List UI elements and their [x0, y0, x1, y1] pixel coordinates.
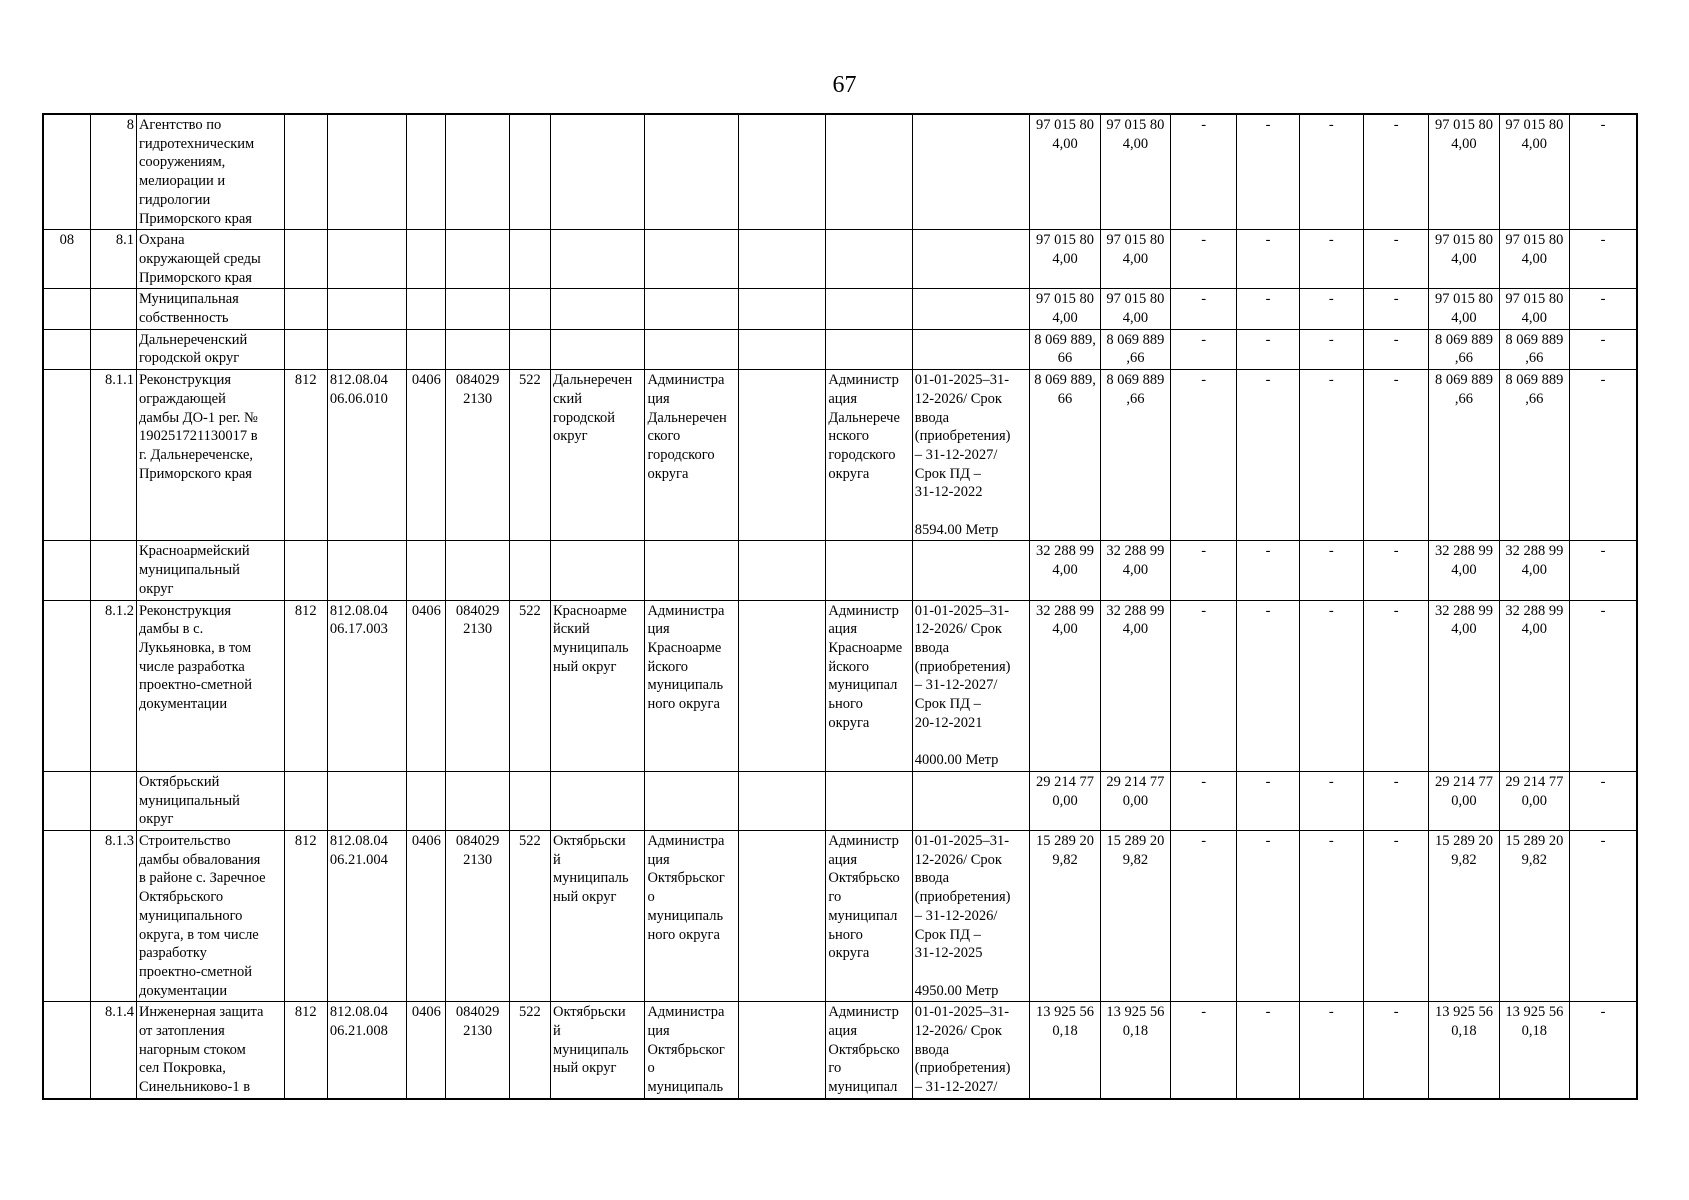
- cell-total-amount: 97 015 80 4,00: [1030, 289, 1100, 329]
- cell-year-amount: 15 289 20 9,82: [1429, 831, 1499, 1002]
- cell-grbs-code: 812: [284, 370, 327, 541]
- cell-section-code: [43, 831, 90, 1002]
- cell-target-article: [446, 771, 509, 830]
- cell-empty-column: [738, 329, 825, 369]
- cell-item-number: [90, 289, 136, 329]
- cell-target-article: 084029 2130: [446, 600, 509, 771]
- cell-remark: -: [1570, 831, 1638, 1002]
- cell-other-amount-3: -: [1364, 230, 1429, 289]
- cell-expense-type: [509, 230, 550, 289]
- cell-regional-amount: 97 015 80 4,00: [1100, 114, 1170, 230]
- cell-item-name: Инженерная защита от затопления нагорным стоком сел Покровка, Синельниково-1 в: [136, 1002, 284, 1099]
- cell-year-amount: 97 015 80 4,00: [1429, 230, 1499, 289]
- cell-remark: -: [1570, 289, 1638, 329]
- cell-other-amount-2: -: [1299, 329, 1363, 369]
- cell-empty-column: [738, 114, 825, 230]
- cell-regional-amount: 32 288 99 4,00: [1100, 541, 1170, 600]
- cell-customer: Администра ция Красноарме йского муниципаль ного округа: [645, 600, 738, 771]
- cell-item-number: 8: [90, 114, 136, 230]
- cell-year-regional-amount: 29 214 77 0,00: [1499, 771, 1569, 830]
- cell-total-amount: 97 015 80 4,00: [1030, 230, 1100, 289]
- cell-remark: -: [1570, 541, 1638, 600]
- cell-target-article: [446, 289, 509, 329]
- cell-other-amount-3: -: [1364, 831, 1429, 1002]
- cell-target-article: 084029 2130: [446, 831, 509, 1002]
- cell-other-amount-3: -: [1364, 370, 1429, 541]
- cell-expense-type: 522: [509, 600, 550, 771]
- cell-developer: [826, 541, 912, 600]
- cell-total-amount: 97 015 80 4,00: [1030, 114, 1100, 230]
- cell-total-amount: 8 069 889, 66: [1030, 329, 1100, 369]
- table-row: [43, 230, 1637, 289]
- cell-item-number: [90, 329, 136, 369]
- cell-year-amount: 32 288 99 4,00: [1429, 541, 1499, 600]
- cell-municipality: [550, 289, 644, 329]
- cell-expense-type: 522: [509, 370, 550, 541]
- cell-year-regional-amount: 8 069 889 ,66: [1499, 329, 1569, 369]
- cell-developer: [826, 114, 912, 230]
- cell-item-name: Дальнереченский городской округ: [136, 329, 284, 369]
- cell-section-code: [43, 1002, 90, 1099]
- cell-terms-and-capacity: [912, 289, 1030, 329]
- cell-regional-amount: 29 214 77 0,00: [1100, 771, 1170, 830]
- cell-item-number: 8.1.2: [90, 600, 136, 771]
- cell-expense-type: [509, 289, 550, 329]
- cell-other-amount-1: -: [1237, 289, 1299, 329]
- cell-section-code: [43, 329, 90, 369]
- cell-object-code: 812.08.04 06.21.004: [327, 831, 406, 1002]
- cell-other-amount-2: -: [1299, 1002, 1363, 1099]
- cell-object-code: [327, 329, 406, 369]
- cell-terms-and-capacity: 01-01-2025–31- 12-2026/ Срок ввода (приобретения) – 31-12-2027/: [912, 1002, 1030, 1099]
- cell-municipality: Красноарме йский муниципаль ный округ: [550, 600, 644, 771]
- cell-target-article: [446, 114, 509, 230]
- cell-expense-type: [509, 329, 550, 369]
- cell-item-number: 8.1.1: [90, 370, 136, 541]
- cell-customer: Администра ция Октябрьског о муниципаль ного округа: [645, 831, 738, 1002]
- cell-other-amount-1: -: [1237, 771, 1299, 830]
- cell-item-number: 8.1: [90, 230, 136, 289]
- cell-terms-and-capacity: 01-01-2025–31- 12-2026/ Срок ввода (приобретения) – 31-12-2027/ Срок ПД – 20-12-2021 4000.00 Метр: [912, 600, 1030, 771]
- cell-grbs-code: 812: [284, 831, 327, 1002]
- cell-developer: [826, 230, 912, 289]
- cell-grbs-code: [284, 541, 327, 600]
- cell-year-amount: 97 015 80 4,00: [1429, 114, 1499, 230]
- cell-other-amount-3: -: [1364, 771, 1429, 830]
- table-row: [43, 329, 1637, 369]
- cell-other-amount-3: -: [1364, 289, 1429, 329]
- cell-item-name: Реконструкция дамбы в с. Лукьяновка, в том числе разработка проектно-сметной документации: [136, 600, 284, 771]
- cell-other-amount-3: -: [1364, 114, 1429, 230]
- cell-grbs-code: [284, 289, 327, 329]
- cell-item-name: Реконструкция ограждающей дамбы ДО-1 рег. № 190251721130017 в г. Дальнереченске, Приморского края: [136, 370, 284, 541]
- cell-year-amount: 29 214 77 0,00: [1429, 771, 1499, 830]
- cell-section-code: [43, 771, 90, 830]
- cell-object-code: [327, 541, 406, 600]
- cell-other-amount-2: -: [1299, 230, 1363, 289]
- cell-year-amount: 13 925 56 0,18: [1429, 1002, 1499, 1099]
- cell-municipality: [550, 329, 644, 369]
- cell-section-code: [43, 289, 90, 329]
- cell-item-number: 8.1.4: [90, 1002, 136, 1099]
- cell-customer: [645, 289, 738, 329]
- cell-customer: Администра ция Октябрьског о муниципаль: [645, 1002, 738, 1099]
- cell-total-amount: 32 288 99 4,00: [1030, 600, 1100, 771]
- cell-developer: Администр ация Дальнерече нского городского округа: [826, 370, 912, 541]
- cell-federal-amount: -: [1171, 831, 1237, 1002]
- cell-other-amount-1: -: [1237, 831, 1299, 1002]
- cell-year-amount: 8 069 889 ,66: [1429, 370, 1499, 541]
- cell-other-amount-2: -: [1299, 370, 1363, 541]
- cell-other-amount-1: -: [1237, 1002, 1299, 1099]
- cell-customer: [645, 771, 738, 830]
- cell-terms-and-capacity: [912, 329, 1030, 369]
- cell-remark: -: [1570, 771, 1638, 830]
- cell-section-subsection: 0406: [407, 370, 446, 541]
- cell-federal-amount: -: [1171, 230, 1237, 289]
- cell-customer: [645, 541, 738, 600]
- cell-remark: -: [1570, 1002, 1638, 1099]
- cell-regional-amount: 15 289 20 9,82: [1100, 831, 1170, 1002]
- table-row: [43, 771, 1637, 830]
- cell-municipality: [550, 114, 644, 230]
- cell-object-code: [327, 230, 406, 289]
- cell-section-subsection: [407, 114, 446, 230]
- cell-year-regional-amount: 32 288 99 4,00: [1499, 600, 1569, 771]
- cell-developer: [826, 771, 912, 830]
- cell-other-amount-1: -: [1237, 541, 1299, 600]
- cell-total-amount: 15 289 20 9,82: [1030, 831, 1100, 1002]
- cell-section-code: [43, 114, 90, 230]
- cell-object-code: 812.08.04 06.21.008: [327, 1002, 406, 1099]
- cell-other-amount-2: -: [1299, 541, 1363, 600]
- cell-total-amount: 29 214 77 0,00: [1030, 771, 1100, 830]
- cell-federal-amount: -: [1171, 289, 1237, 329]
- cell-remark: -: [1570, 600, 1638, 771]
- table-row: [43, 831, 1637, 1002]
- cell-federal-amount: -: [1171, 329, 1237, 369]
- cell-other-amount-1: -: [1237, 329, 1299, 369]
- cell-terms-and-capacity: 01-01-2025–31- 12-2026/ Срок ввода (приобретения) – 31-12-2027/ Срок ПД – 31-12-2022 8594.00 Метр: [912, 370, 1030, 541]
- cell-expense-type: 522: [509, 1002, 550, 1099]
- cell-grbs-code: [284, 230, 327, 289]
- cell-year-regional-amount: 13 925 56 0,18: [1499, 1002, 1569, 1099]
- cell-municipality: Октябрьски й муниципаль ный округ: [550, 1002, 644, 1099]
- cell-section-code: 08: [43, 230, 90, 289]
- cell-developer: Администр ация Красноарме йского муниципал ьного округа: [826, 600, 912, 771]
- cell-item-name: Октябрьский муниципальный округ: [136, 771, 284, 830]
- cell-section-subsection: [407, 230, 446, 289]
- cell-year-regional-amount: 97 015 80 4,00: [1499, 114, 1569, 230]
- cell-section-code: [43, 541, 90, 600]
- cell-total-amount: 32 288 99 4,00: [1030, 541, 1100, 600]
- cell-customer: [645, 329, 738, 369]
- cell-other-amount-1: -: [1237, 230, 1299, 289]
- cell-regional-amount: 8 069 889 ,66: [1100, 370, 1170, 541]
- cell-federal-amount: -: [1171, 114, 1237, 230]
- cell-empty-column: [738, 230, 825, 289]
- cell-section-subsection: [407, 329, 446, 369]
- cell-remark: -: [1570, 230, 1638, 289]
- cell-developer: Администр ация Октябрьско го муниципал ьного округа: [826, 831, 912, 1002]
- cell-remark: -: [1570, 329, 1638, 369]
- cell-item-name: Красноармейский муниципальный округ: [136, 541, 284, 600]
- cell-empty-column: [738, 771, 825, 830]
- cell-item-number: [90, 771, 136, 830]
- cell-terms-and-capacity: 01-01-2025–31- 12-2026/ Срок ввода (приобретения) – 31-12-2026/ Срок ПД – 31-12-2025 4950.00 Метр: [912, 831, 1030, 1002]
- cell-federal-amount: -: [1171, 1002, 1237, 1099]
- cell-year-regional-amount: 97 015 80 4,00: [1499, 230, 1569, 289]
- cell-developer: [826, 289, 912, 329]
- cell-grbs-code: 812: [284, 600, 327, 771]
- cell-total-amount: 13 925 56 0,18: [1030, 1002, 1100, 1099]
- cell-item-name: Муниципальная собственность: [136, 289, 284, 329]
- cell-other-amount-2: -: [1299, 289, 1363, 329]
- table-row: [43, 289, 1637, 329]
- cell-object-code: 812.08.04 06.17.003: [327, 600, 406, 771]
- table-row: [43, 541, 1637, 600]
- cell-expense-type: 522: [509, 831, 550, 1002]
- cell-empty-column: [738, 831, 825, 1002]
- cell-object-code: 812.08.04 06.06.010: [327, 370, 406, 541]
- cell-terms-and-capacity: [912, 114, 1030, 230]
- cell-regional-amount: 13 925 56 0,18: [1100, 1002, 1170, 1099]
- cell-empty-column: [738, 600, 825, 771]
- cell-item-name: Агентство по гидротехническим сооружениям, мелиорации и гидрологии Приморского края: [136, 114, 284, 230]
- table-row: [43, 600, 1637, 771]
- cell-municipality: Дальнеречен ский городской округ: [550, 370, 644, 541]
- table-body: [43, 114, 1637, 1099]
- cell-other-amount-2: -: [1299, 771, 1363, 830]
- cell-section-subsection: 0406: [407, 600, 446, 771]
- cell-expense-type: [509, 541, 550, 600]
- cell-target-article: 084029 2130: [446, 1002, 509, 1099]
- cell-empty-column: [738, 1002, 825, 1099]
- cell-municipality: [550, 771, 644, 830]
- table-row: [43, 114, 1637, 230]
- cell-federal-amount: -: [1171, 771, 1237, 830]
- cell-year-regional-amount: 15 289 20 9,82: [1499, 831, 1569, 1002]
- cell-regional-amount: 32 288 99 4,00: [1100, 600, 1170, 771]
- cell-year-regional-amount: 8 069 889 ,66: [1499, 370, 1569, 541]
- cell-grbs-code: [284, 114, 327, 230]
- cell-total-amount: 8 069 889, 66: [1030, 370, 1100, 541]
- cell-developer: Администр ация Октябрьско го муниципал: [826, 1002, 912, 1099]
- page-number: 67: [832, 72, 857, 98]
- cell-target-article: 084029 2130: [446, 370, 509, 541]
- cell-developer: [826, 329, 912, 369]
- cell-federal-amount: -: [1171, 370, 1237, 541]
- cell-section-subsection: [407, 541, 446, 600]
- cell-empty-column: [738, 541, 825, 600]
- cell-target-article: [446, 230, 509, 289]
- cell-other-amount-1: -: [1237, 370, 1299, 541]
- cell-year-regional-amount: 32 288 99 4,00: [1499, 541, 1569, 600]
- cell-municipality: Октябрьски й муниципаль ный округ: [550, 831, 644, 1002]
- cell-customer: [645, 230, 738, 289]
- cell-section-subsection: 0406: [407, 1002, 446, 1099]
- cell-other-amount-2: -: [1299, 600, 1363, 771]
- cell-other-amount-3: -: [1364, 1002, 1429, 1099]
- cell-object-code: [327, 289, 406, 329]
- cell-target-article: [446, 329, 509, 369]
- cell-object-code: [327, 114, 406, 230]
- cell-regional-amount: 97 015 80 4,00: [1100, 289, 1170, 329]
- cell-section-subsection: 0406: [407, 831, 446, 1002]
- cell-item-number: [90, 541, 136, 600]
- cell-grbs-code: 812: [284, 1002, 327, 1099]
- cell-section-code: [43, 600, 90, 771]
- cell-item-name: Охрана окружающей среды Приморского края: [136, 230, 284, 289]
- cell-target-article: [446, 541, 509, 600]
- table-row: [43, 1002, 1637, 1099]
- cell-terms-and-capacity: [912, 771, 1030, 830]
- cell-remark: -: [1570, 370, 1638, 541]
- cell-expense-type: [509, 114, 550, 230]
- cell-regional-amount: 97 015 80 4,00: [1100, 230, 1170, 289]
- cell-year-amount: 8 069 889 ,66: [1429, 329, 1499, 369]
- cell-grbs-code: [284, 329, 327, 369]
- cell-empty-column: [738, 370, 825, 541]
- cell-year-regional-amount: 97 015 80 4,00: [1499, 289, 1569, 329]
- cell-terms-and-capacity: [912, 541, 1030, 600]
- cell-customer: [645, 114, 738, 230]
- table-row: [43, 370, 1637, 541]
- cell-other-amount-3: -: [1364, 541, 1429, 600]
- cell-section-subsection: [407, 289, 446, 329]
- cell-municipality: [550, 230, 644, 289]
- cell-customer: Администра ция Дальнеречен ского городского округа: [645, 370, 738, 541]
- cell-section-subsection: [407, 771, 446, 830]
- cell-section-code: [43, 370, 90, 541]
- cell-other-amount-3: -: [1364, 600, 1429, 771]
- cell-other-amount-1: -: [1237, 600, 1299, 771]
- cell-expense-type: [509, 771, 550, 830]
- cell-item-name: Строительство дамбы обвалования в районе с. Заречное Октябрьского муниципального округа, в том числе разработку проектно-сметной документации: [136, 831, 284, 1002]
- cell-grbs-code: [284, 771, 327, 830]
- cell-object-code: [327, 771, 406, 830]
- cell-other-amount-1: -: [1237, 114, 1299, 230]
- cell-federal-amount: -: [1171, 600, 1237, 771]
- cell-terms-and-capacity: [912, 230, 1030, 289]
- cell-remark: -: [1570, 114, 1638, 230]
- budget-table: [42, 113, 1638, 1100]
- cell-federal-amount: -: [1171, 541, 1237, 600]
- cell-item-number: 8.1.3: [90, 831, 136, 1002]
- cell-year-amount: 97 015 80 4,00: [1429, 289, 1499, 329]
- cell-regional-amount: 8 069 889 ,66: [1100, 329, 1170, 369]
- cell-other-amount-2: -: [1299, 831, 1363, 1002]
- cell-other-amount-3: -: [1364, 329, 1429, 369]
- cell-municipality: [550, 541, 644, 600]
- cell-year-amount: 32 288 99 4,00: [1429, 600, 1499, 771]
- cell-empty-column: [738, 289, 825, 329]
- cell-other-amount-2: -: [1299, 114, 1363, 230]
